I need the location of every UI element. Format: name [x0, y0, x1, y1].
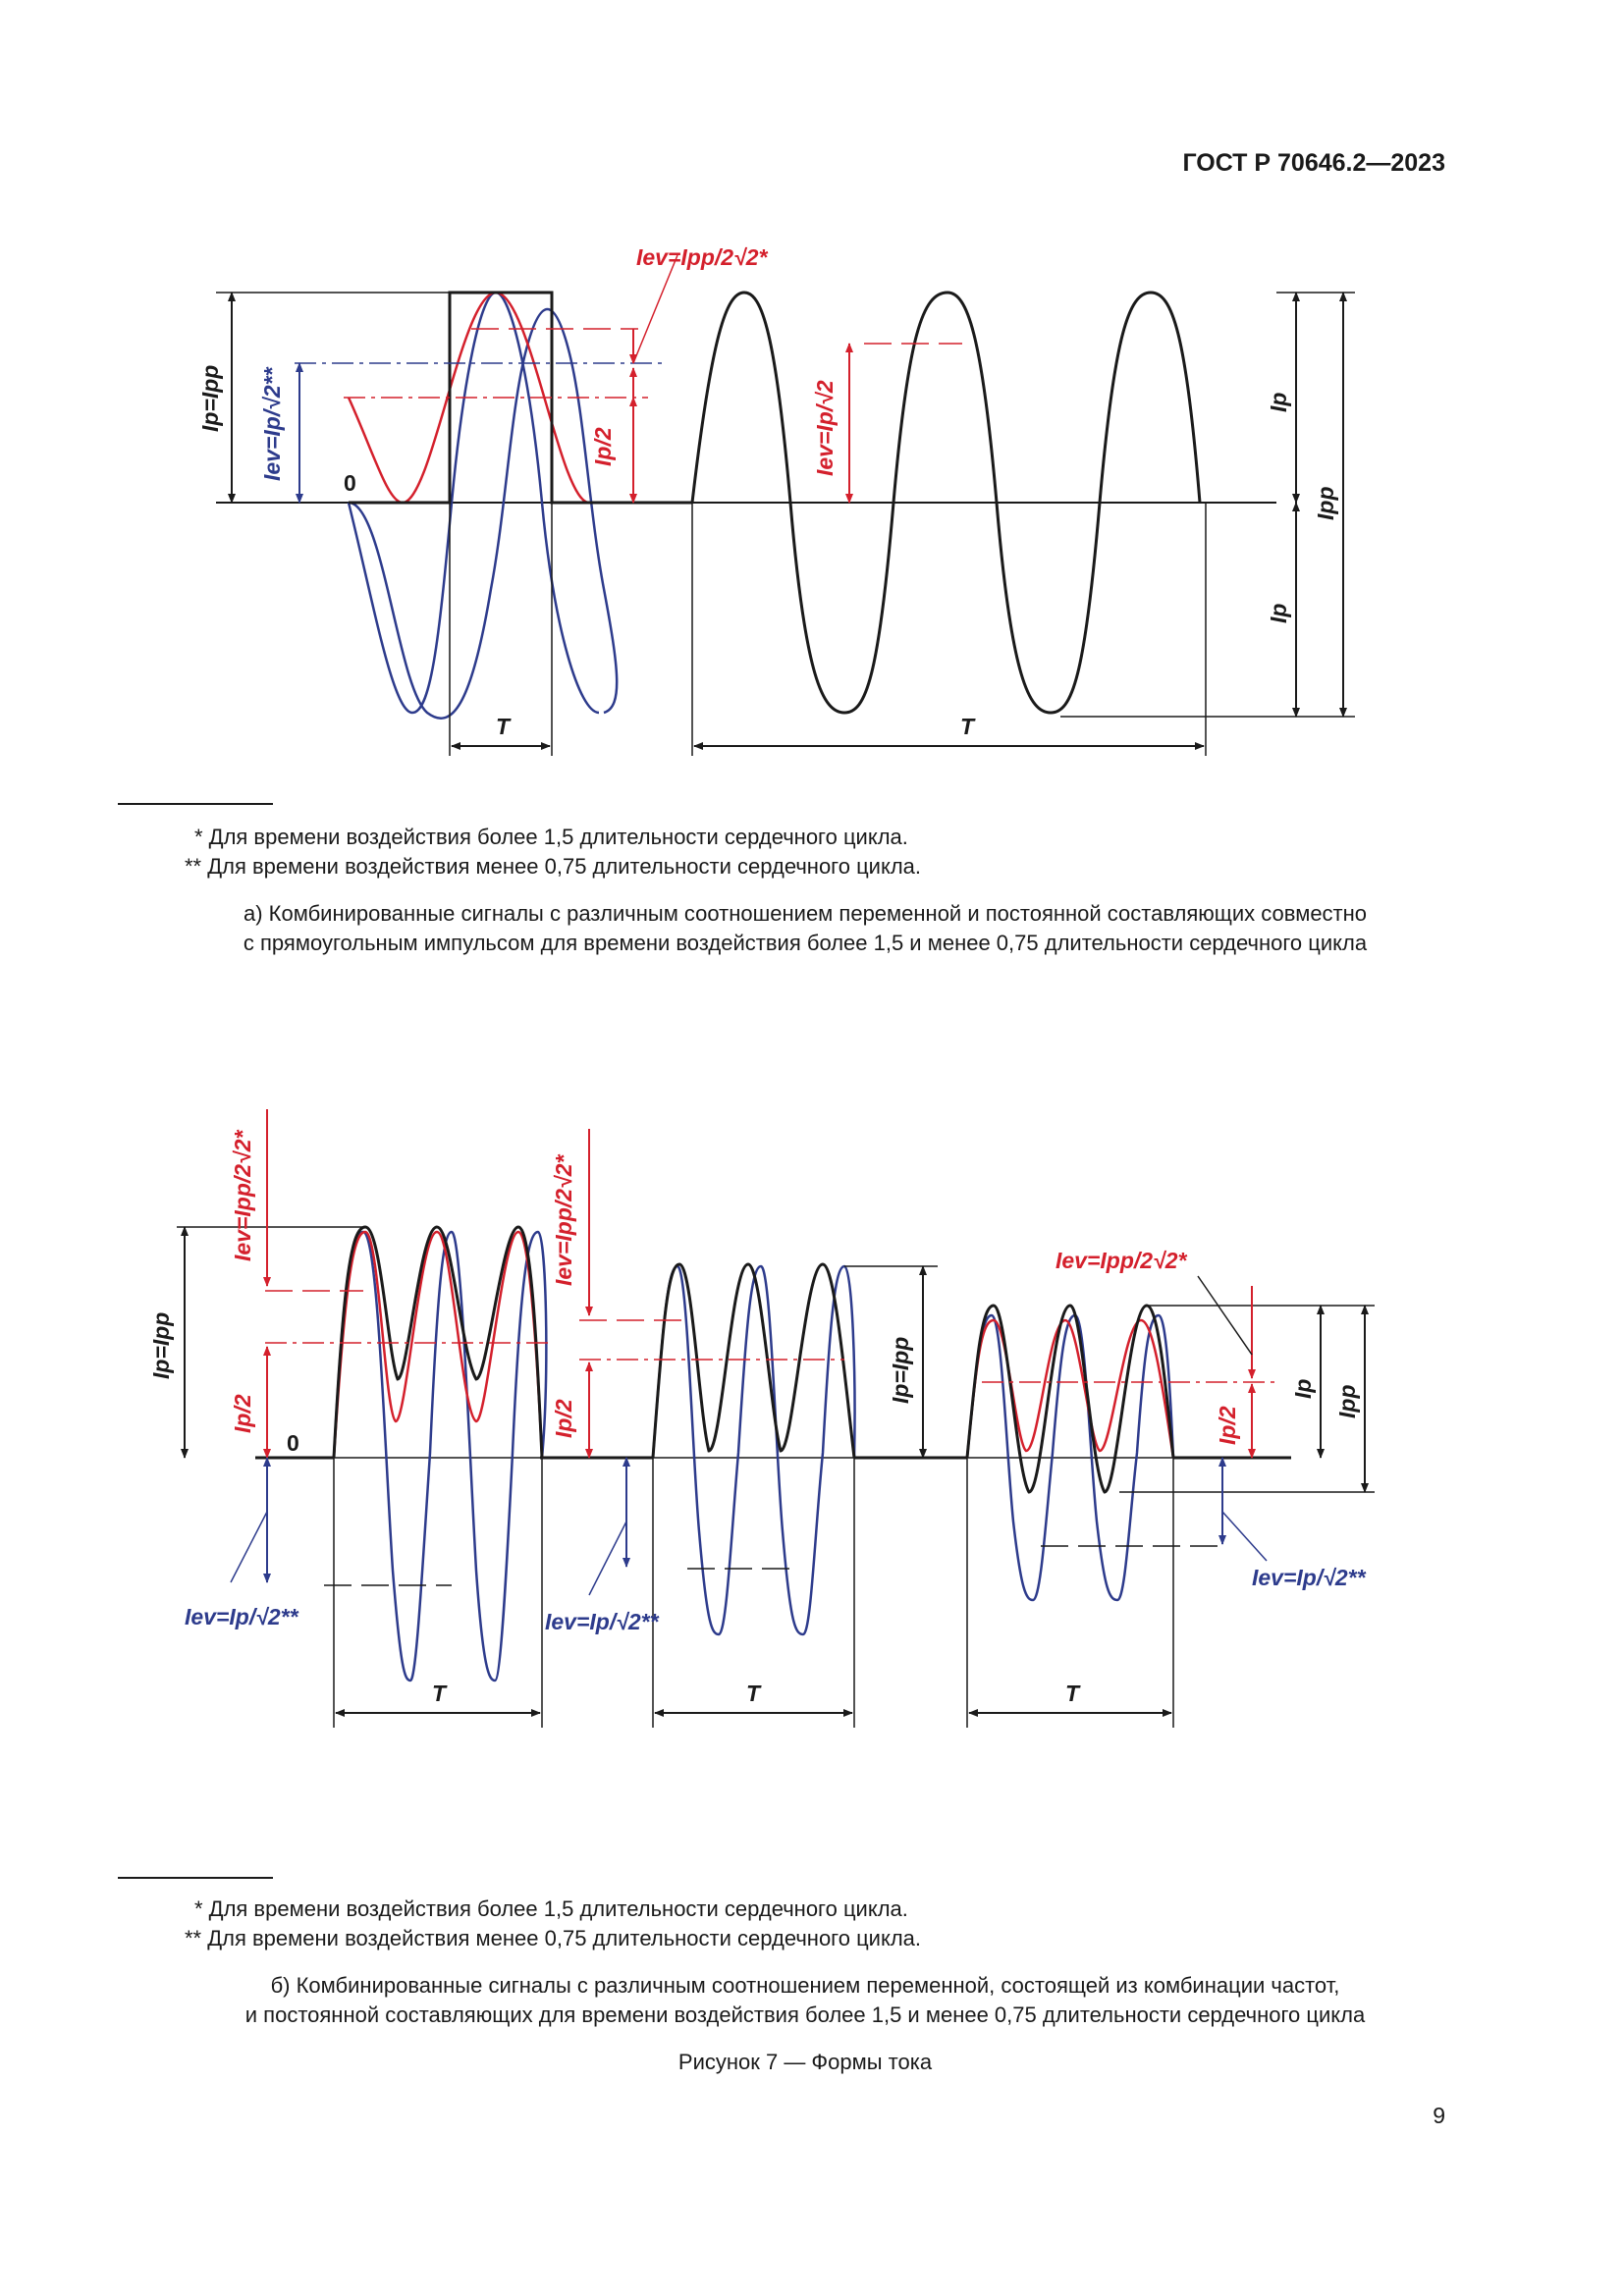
label-ipp: Ipp — [1313, 486, 1338, 520]
label-b-iev-red-1: Iev=Ipp/2√2* — [230, 1130, 255, 1261]
label-b-ip-half-2: Ip/2 — [551, 1399, 576, 1438]
label-ip-half: Ip/2 — [590, 427, 616, 466]
label-b-iev-red-3: Iev=Ipp/2√2* — [1056, 1248, 1187, 1273]
label-zero: 0 — [344, 470, 356, 496]
caption-a-line-1: а) Комбинированные сигналы с различным соотношением переменной и постоянной составляющих совместно — [243, 901, 1368, 926]
label-b-zero: 0 — [287, 1430, 299, 1456]
footnote-rule-b — [118, 1877, 273, 1879]
blue-wave-2 — [653, 1266, 855, 1634]
label-t-left: T — [496, 714, 511, 739]
figure-b-waveforms — [0, 1080, 1624, 1767]
label-b-iev-blue-2: Iev=Ip/√2** — [545, 1609, 659, 1634]
label-b-ip-eq-ipp-1: Ip=Ipp — [148, 1311, 174, 1379]
label-ip-eq-ipp: Ip=Ipp — [197, 364, 223, 432]
footnote-b-2: ** Для времени воздействия менее 0,75 длительности сердечного цикла. — [185, 1926, 922, 1950]
label-b-iev-blue-3: Iev=Ip/√2** — [1252, 1565, 1366, 1590]
document-code: ГОСТ Р 70646.2—2023 — [1182, 149, 1445, 177]
label-b-ipp: Ipp — [1334, 1384, 1360, 1418]
label-b-t-1: T — [432, 1681, 447, 1706]
footnote-rule-a — [118, 803, 273, 805]
label-b-ip-half-3: Ip/2 — [1215, 1406, 1240, 1445]
caption-b-line-1: б) Комбинированные сигналы с различным соотношением переменной, состоящей из комбинации частот, — [270, 1973, 1340, 1998]
label-b-t-3: T — [1065, 1681, 1080, 1706]
figure-a-waveforms — [0, 0, 1624, 785]
footnote-a-1: * Для времени воздействия более 1,5 длительности сердечного цикла. — [194, 825, 908, 849]
label-ip-bottom: Ip — [1266, 603, 1291, 623]
label-b-ip-eq-ipp-2: Ip=Ipp — [888, 1336, 913, 1404]
black-wave-1 — [334, 1227, 542, 1458]
figure-title: Рисунок 7 — Формы тока — [677, 2050, 933, 2074]
page-number: 9 — [1433, 2103, 1445, 2128]
blue-sine-wave — [349, 309, 617, 719]
caption-b-line-2: и постоянной составляющих для времени воздействия более 1,5 и менее 0,75 длительности сердечного цикла — [244, 2002, 1366, 2027]
label-b-iev-blue-1: Iev=Ip/√2** — [185, 1604, 298, 1629]
label-iev-red: Iev=Ipp/2√2* — [636, 244, 768, 270]
label-b-iev-red-2: Iev=Ipp/2√2* — [551, 1154, 576, 1286]
blue-wave-1 — [334, 1232, 546, 1681]
label-iev-blue: Iev=Ip/√2** — [259, 367, 285, 481]
label-ip-top: Ip — [1266, 392, 1291, 412]
label-t-right: T — [960, 714, 975, 739]
label-b-t-2: T — [746, 1681, 761, 1706]
footnote-a-2: ** Для времени воздействия менее 0,75 длительности сердечного цикла. — [185, 854, 922, 879]
footnote-b-1: * Для времени воздействия более 1,5 длительности сердечного цикла. — [194, 1896, 908, 1921]
label-iev-ip-sqrt2: Iev=Ip/√2 — [812, 380, 838, 476]
label-b-ip: Ip — [1290, 1378, 1316, 1399]
red-wave-1 — [334, 1232, 542, 1458]
label-b-ip-half-1: Ip/2 — [230, 1394, 255, 1433]
caption-a-line-2: с прямоугольным импульсом для времени воздействия более 1,5 и менее 0,75 длительности сердечного цикла — [243, 931, 1368, 955]
